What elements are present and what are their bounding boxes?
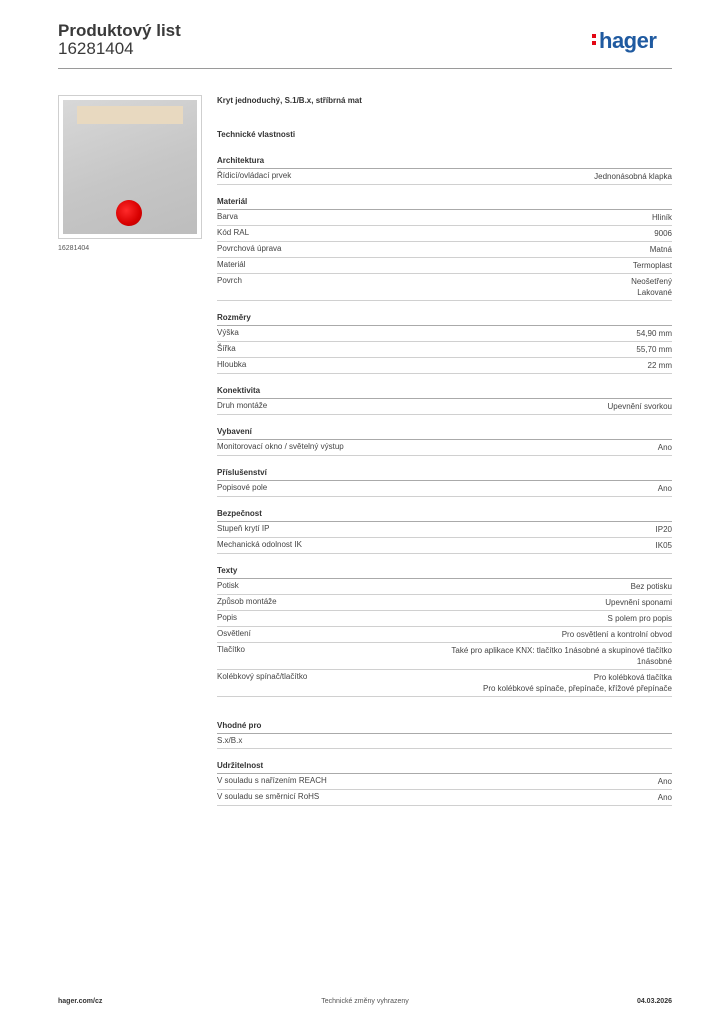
spec-label: Mechanická odolnost IK (217, 540, 302, 549)
spec-row (217, 358, 672, 374)
spec-label: Povrchová úprava (217, 244, 282, 253)
spec-value (636, 328, 672, 339)
section-title: Vybavení (217, 427, 672, 440)
spec-label: Hloubka (217, 360, 247, 369)
spec-section (217, 197, 672, 301)
spec-value (483, 672, 672, 694)
spec-value-line: Upevnění svorkou (607, 402, 672, 411)
spec-label: Potisk (217, 581, 239, 590)
spec-row (217, 774, 672, 790)
spec-value-line: 1násobné (636, 657, 672, 666)
spec-row (217, 242, 672, 258)
spec-value (656, 540, 672, 551)
header-divider (58, 68, 672, 69)
section-title: Materiál (217, 197, 672, 210)
footer-disclaimer: Technické změny vyhrazeny (321, 998, 409, 1005)
spec-value (594, 171, 672, 182)
spec-label: Způsob montáže (217, 597, 277, 606)
spec-section (217, 509, 672, 554)
spec-row (217, 579, 672, 595)
spec-label: S.x/B.x (217, 736, 243, 745)
spec-value-line: Pro kolébkové spínače, přepínače, křížové přepínače (483, 684, 672, 693)
spec-row (217, 440, 672, 456)
spec-row (217, 538, 672, 554)
spec-row (217, 790, 672, 806)
spec-value (636, 344, 672, 355)
spec-value (654, 228, 672, 239)
hager-logo (592, 30, 656, 52)
spec-value (652, 212, 672, 223)
product-name: Kryt jednoduchý, S.1/B.x, stříbrná mat (217, 96, 362, 105)
spec-label: Druh montáže (217, 401, 268, 410)
logo-dots-icon (592, 34, 597, 48)
section-title: Konektivita (217, 386, 672, 399)
spec-value-line: IP20 (655, 525, 672, 534)
spec-row (217, 643, 672, 670)
spec-section (217, 761, 672, 806)
spec-value (631, 276, 672, 298)
spec-value (562, 629, 672, 640)
cover-plate-image (63, 100, 197, 234)
spec-value-line: Hliník (651, 213, 672, 222)
red-indicator-icon (116, 200, 142, 226)
spec-label: Povrch (217, 276, 242, 285)
spec-value (608, 613, 672, 624)
spec-value (631, 581, 672, 592)
spec-value-line: Bez potisku (630, 582, 672, 591)
spec-row (217, 522, 672, 538)
spec-value-line: 22 mm (647, 361, 672, 370)
spec-label: Kód RAL (217, 228, 250, 237)
spec-label: Barva (217, 212, 238, 221)
spec-label: V souladu s nařízením REACH (217, 776, 327, 785)
spec-section (217, 386, 672, 415)
spec-value (608, 401, 672, 412)
footer-website: hager.com/cz (58, 998, 103, 1005)
spec-value-line: Upevnění sponami (605, 598, 672, 607)
spec-section (217, 566, 672, 697)
spec-label: Popisové pole (217, 483, 268, 492)
spec-value (656, 524, 672, 535)
spec-row (217, 210, 672, 226)
spec-sections (217, 156, 672, 806)
spec-label: Řídicí/ovládací prvek (217, 171, 292, 180)
section-title: Rozměry (217, 313, 672, 326)
spec-row (217, 627, 672, 643)
footer-date: 04.03.2026 (636, 998, 672, 1005)
spec-row (217, 734, 672, 749)
spec-label: Stupeň krytí IP (217, 524, 270, 533)
spec-section (217, 721, 672, 749)
spec-value-line: S polem pro popis (607, 614, 672, 623)
spec-section (217, 156, 672, 185)
section-title: Texty (217, 566, 672, 579)
spec-value-line: Pro osvětlení a kontrolní obvod (561, 630, 672, 639)
spec-label: Výška (217, 328, 239, 337)
spec-value (633, 260, 672, 271)
spec-value-line: Také pro aplikace KNX: tlačítko 1násobné a skupinové tlačítko (451, 646, 672, 655)
spec-value-line: 9006 (654, 229, 672, 238)
spec-value-line: Ano (657, 484, 672, 493)
product-image (58, 95, 202, 239)
spec-section (217, 313, 672, 374)
section-title: Udržitelnost (217, 761, 672, 774)
spec-value-line: 54,90 mm (636, 329, 672, 338)
spec-label: V souladu se směrnicí RoHS (217, 792, 320, 801)
spec-row (217, 399, 672, 415)
spec-section (217, 468, 672, 497)
spec-label: Popis (217, 613, 238, 622)
spec-value (650, 244, 672, 255)
spec-value (605, 597, 672, 608)
spec-row (217, 258, 672, 274)
spec-value-line: IK05 (655, 541, 672, 550)
spec-label: Monitorovací okno / světelný výstup (217, 442, 344, 451)
spec-label: Kolébkový spínač/tlačítko (217, 672, 308, 681)
technical-properties-title: Technické vlastnosti (217, 130, 296, 139)
spec-label: Materiál (217, 260, 246, 269)
section-title: Vhodné pro (217, 721, 672, 734)
spec-value (648, 360, 672, 371)
spec-content (217, 96, 672, 806)
spec-value-line: 55,70 mm (636, 345, 672, 354)
spec-value-line: Neošetřený (631, 277, 672, 286)
spec-row (217, 611, 672, 627)
product-number: 16281404 (58, 39, 134, 58)
spec-row (217, 274, 672, 301)
spec-label: Osvětlení (217, 629, 251, 638)
section-title: Architektura (217, 156, 672, 169)
logo-text: hager (599, 28, 657, 53)
spec-row (217, 481, 672, 497)
spec-row (217, 670, 672, 697)
spec-label: Tlačítko (217, 645, 246, 654)
spec-value-line: Pro kolébková tlačítka (593, 673, 672, 682)
section-title: Příslušenství (217, 468, 672, 481)
spec-value (658, 483, 672, 494)
spec-row (217, 169, 672, 185)
spec-value-line: Ano (657, 777, 672, 786)
product-image-caption: 16281404 (58, 245, 90, 252)
spec-row (217, 226, 672, 242)
spec-section (217, 427, 672, 456)
spec-value (451, 645, 672, 667)
spec-row (217, 595, 672, 611)
spec-value-line: Jednonásobná klapka (594, 172, 672, 181)
spec-row (217, 326, 672, 342)
spec-value-line: Termoplast (632, 261, 672, 270)
spec-label: Šířka (217, 344, 236, 353)
spec-value-line: Lakované (637, 288, 672, 297)
spec-value-line: Matná (649, 245, 672, 254)
section-title: Bezpečnost (217, 509, 672, 522)
spec-value-line: Ano (657, 793, 672, 802)
spec-value (658, 776, 672, 787)
spec-value (658, 442, 672, 453)
document-title: Produktový list (58, 21, 181, 40)
label-window (77, 106, 183, 124)
spec-value-line: Ano (657, 443, 672, 452)
spec-row (217, 342, 672, 358)
spec-value (658, 792, 672, 803)
